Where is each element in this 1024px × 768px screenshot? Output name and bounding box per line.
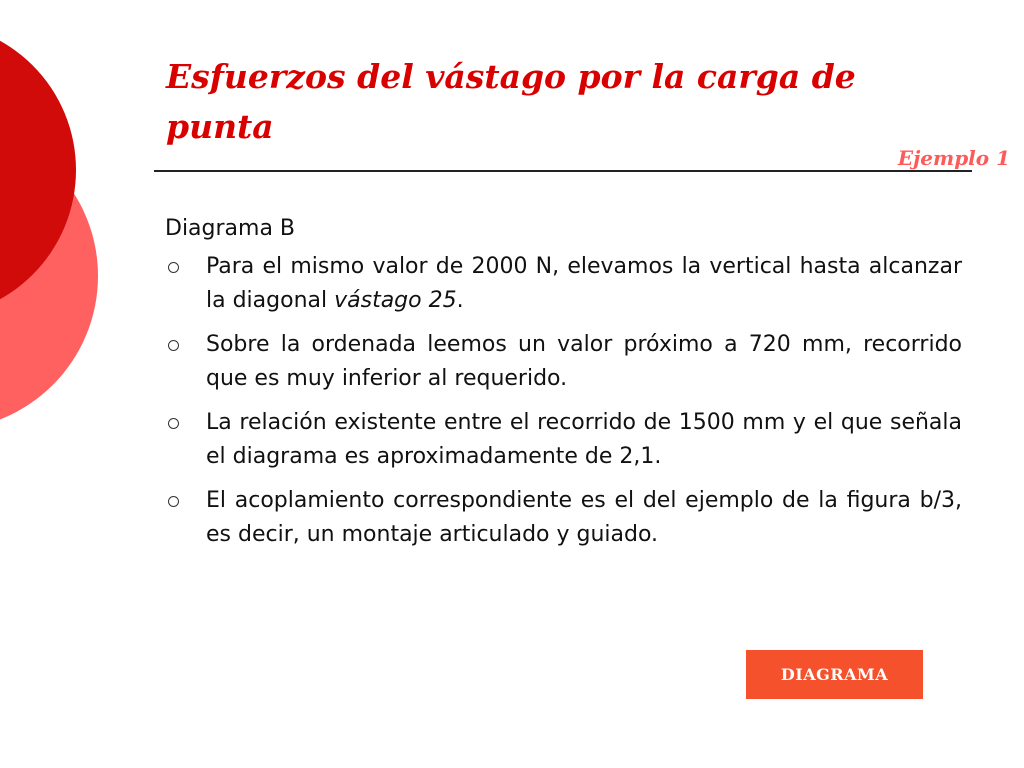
- bullet-text-part: Sobre la ordenada leemos un valor próximo a 720 mm, recorrido que es muy inferior al requerido.: [206, 332, 962, 391]
- bullet-text: [206, 332, 962, 391]
- list-item: [165, 328, 962, 396]
- bullet-text: [206, 254, 962, 313]
- bullet-text-part: .: [456, 288, 464, 313]
- bullet-circle-icon: [168, 340, 179, 351]
- bullet-circle-icon: [168, 262, 179, 273]
- bullet-text-part: Para el mismo valor de 2000 N, elevamos la vertical hasta alcanzar la diagonal: [206, 254, 962, 313]
- list-item: [165, 406, 962, 474]
- list-item: [165, 484, 962, 552]
- bullet-circle-icon: [168, 496, 179, 507]
- bullet-circle-icon: [168, 418, 179, 429]
- example-label: Ejemplo 1: [897, 146, 1010, 170]
- bullet-text: [206, 410, 962, 469]
- subheading: Diagrama B: [165, 216, 296, 241]
- bullet-text-part: El acoplamiento correspondiente es el del ejemplo de la figura b/3, es decir, un montaje articulado y guiado.: [206, 488, 962, 547]
- title-divider: [154, 170, 972, 172]
- bullet-text-part: La relación existente entre el recorrido de 1500 mm y el que señala el diagrama es aproximadamente de 2,1.: [206, 410, 962, 469]
- bullet-list: [165, 250, 962, 552]
- bullet-text: [206, 488, 962, 547]
- list-item: [165, 250, 962, 318]
- slide-body: [165, 212, 962, 562]
- diagram-button[interactable]: DIAGRAMA: [746, 650, 923, 699]
- slide-title: Esfuerzos del vástago por la carga de punta: [166, 57, 856, 146]
- bullet-text-italic: vástago 25: [334, 288, 457, 313]
